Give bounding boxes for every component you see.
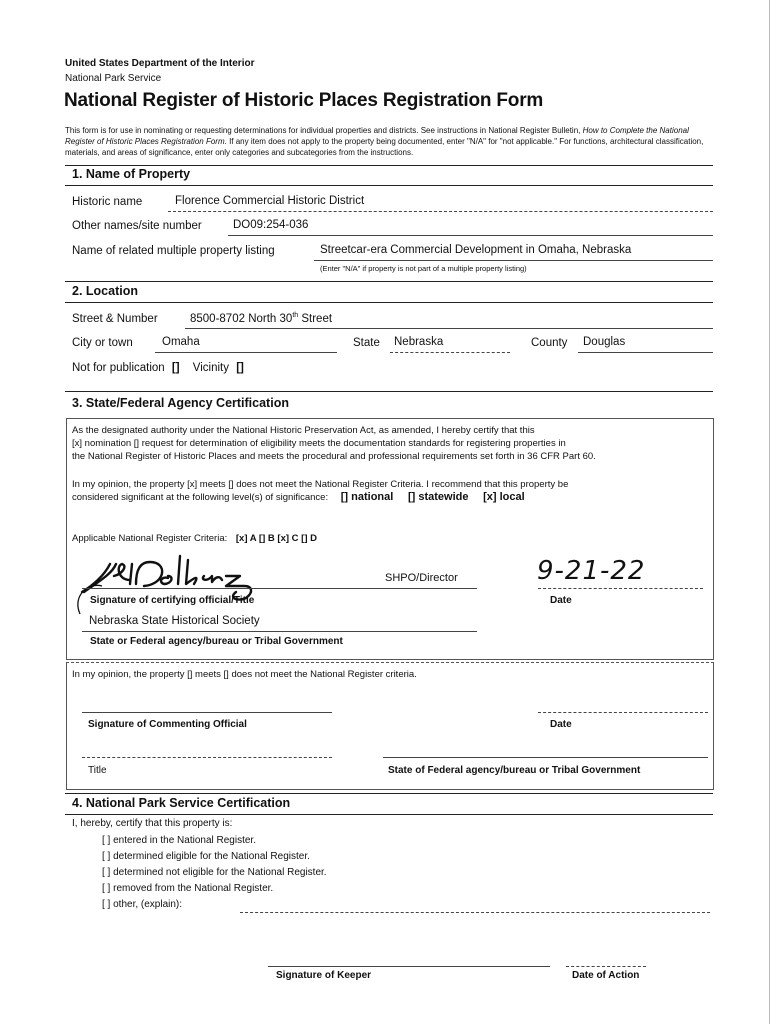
field-underline [314,260,713,261]
commenting-label: Signature of Commenting Official [88,719,247,730]
vicinity-label: Vicinity [192,362,229,374]
other-names-value[interactable]: DO09:254-036 [233,219,309,231]
historic-name-value[interactable]: Florence Commercial Historic District [175,195,365,207]
section-rule [65,185,713,186]
section-rule [65,814,713,815]
signature-label: Signature of certifying official/Title [90,595,255,606]
action-underline [566,966,646,967]
department-name: United States Department of the Interior [65,58,255,69]
keeper-underline [268,966,550,967]
field-underline [185,328,713,329]
keeper-label: Signature of Keeper [276,970,372,981]
section-rule [65,391,713,392]
street-value[interactable]: 8500-8702 North 30th Street [190,312,333,325]
commenting-date-label: Date [550,719,572,730]
field-underline [228,235,713,236]
section-rule [65,302,713,303]
city-value[interactable]: Omaha [162,336,200,348]
agency-name: National Park Service [65,73,162,84]
section-1-title: 1. Name of Property [72,167,191,181]
opinion-line: In my opinion, the property [] meets [] does not meet the National Register criteria. [72,669,417,680]
field-underline [390,352,510,353]
nps-item[interactable]: [ ] determined not eligible for the National Register. [102,867,327,878]
explain-underline [240,912,710,913]
multiple-listing-value[interactable]: Streetcar-era Commercial Development in Omaha, Nebraska [320,244,632,256]
agency-value[interactable]: Nebraska State Historical Society [89,615,260,627]
title-agency-label: State of Federal agency/bureau or Tribal Government [388,765,641,776]
section-4-title: 4. National Park Service Certification [72,796,291,810]
certification-para-1: As the designated authority under the National Historic Preservation Act, as amended, I hereby certify that this [x] nomination [] request for determination of eligibility meets the documentation standards for registering properties in the National Register of Historic Places and meets the procedural and professional requirements set forth in 36 CFR Part 60. [72,425,596,462]
commenting-date-underline [538,712,708,713]
agency-underline [82,631,477,632]
field-underline [168,211,713,212]
criteria-checkboxes[interactable]: [x] A [] B [x] C [] D [235,533,317,544]
form-title: National Register of Historic Places Registration Form [64,90,544,111]
not-for-publication-label: Not for publication [] Vicinity [] [72,362,244,374]
state-value[interactable]: Nebraska [394,336,444,348]
level-local[interactable]: [x] local [483,491,525,503]
multiple-listing-label: Name of related multiple property listing [72,245,275,257]
city-label: City or town [72,337,133,349]
intro-text: This form is for use in nominating or requesting determinations for individual properties and districts. See instructions in National Register Bulletin, How to Complete the National Register of Historic Places Registration Form. If any item does not apply to the property being documented, enter "N/A" for "not applicable." For functions, architectural classification, materials, and areas of significance, enter only categories and subcategories from the instructions. [65,126,704,157]
historic-name-label: Historic name [72,196,143,208]
street-label: Street & Number [72,313,158,325]
nps-certify-text: I, hereby, certify that this property is: [72,818,233,829]
not-for-publication-checkbox[interactable]: [] [171,362,180,374]
sig-date-value[interactable]: 9-21-22 [537,556,646,586]
section-rule [65,165,713,166]
agency-label: State or Federal agency/bureau or Tribal Government [90,636,343,647]
vicinity-checkbox[interactable]: [] [236,362,244,374]
commenting-underline [82,712,332,713]
section-3-title: 3. State/Federal Agency Certification [72,396,289,410]
county-label: County [531,337,568,349]
title-label: Title [88,765,107,776]
multiple-listing-note: (Enter "N/A" if property is not part of a multiple property listing) [320,264,527,273]
nps-item[interactable]: [ ] entered in the National Register. [102,835,256,846]
field-underline [578,352,713,353]
action-label: Date of Action [572,970,640,981]
signature-image [70,552,300,622]
county-value[interactable]: Douglas [583,336,626,348]
section-2-title: 2. Location [72,284,138,298]
signature-underline [82,588,477,589]
state-label: State [353,337,380,349]
section-rule [65,281,713,282]
sig-title-value[interactable]: SHPO/Director [385,572,458,584]
nps-item[interactable]: [ ] other, (explain): [102,899,183,910]
title-agency-underline [383,757,708,758]
date-underline [538,588,703,589]
section-rule [65,793,713,794]
level-national[interactable]: [] national [340,491,394,503]
date-label: Date [550,595,572,606]
nps-item[interactable]: [ ] determined eligible for the National Register. [102,851,310,862]
criteria-line: Applicable National Register Criteria: [x] A [] B [x] C [] D [72,533,317,544]
other-names-label: Other names/site number [72,220,202,232]
level-statewide[interactable]: [] statewide [407,491,469,503]
nps-item[interactable]: [ ] removed from the National Register. [102,883,274,894]
title-underline [82,757,332,758]
certification-para-2: In my opinion, the property [x] meets [] does not meet the National Register Criteria. I recommend that this property be considered significant at the following level(s) of significance: [] national [] statewide [x] local [72,479,569,503]
field-underline [155,352,337,353]
